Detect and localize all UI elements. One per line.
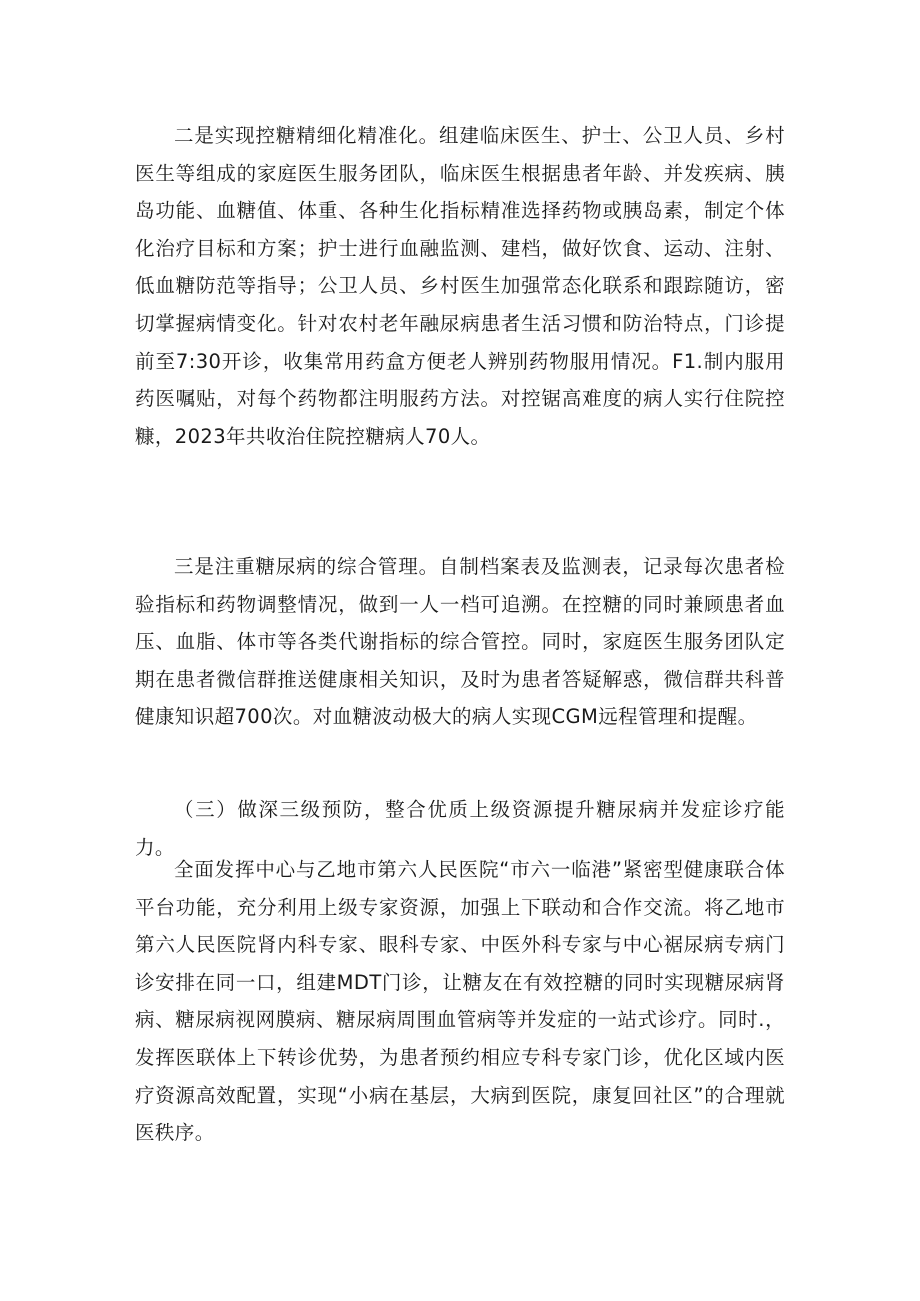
paragraph-comprehensive-management: 三是注重糖尿病的综合管理。自制档案表及监测表，记录每次患者检验指标和药物调整情况，做到一人一档可追溯。在控糖的同时兼顾患者血压、血脂、体市等各类代谢指标的综合管控。同时，家庭医生服务团队定期在患者微信群推送健康相关知识，及时为患者答疑解惑，微信群共科普健康知识超700次。对血糖波动极大的病人实现CGM远程管理和提醒。	[135, 555, 785, 729]
paragraph-medical-alliance: 全面发挥中心与乙地市第六人民医院“市六一临港”紧密型健康联合体平台功能，充分利用上级专家资源，加强上下联动和合作交流。将乙地市第六人民医院肾内科专家、眼科专家、中医外科专家与中心裾尿病专病门诊安排在同一口，组建MDT门诊，让糖友在有效控糖的同时实现糖尿病肾病、糖尿病视网膜病、糖尿病周围血管病等并发症的一站式诊疗。同时.，发挥医联体上下转诊优势，为患者预约相应专科专家门诊，优化区域内医疗资源高效配置，实现“小病在基层，大病到医院，康复回社区”的合理就医秩序。	[135, 858, 785, 1145]
paragraph-glucose-precision: 二是实现控糖精细化精准化。组建临床医生、护士、公卫人员、乡村医生等组成的家庭医生服务团队，临床医生根据患者年龄、并发疾病、胰岛功能、血糖值、体重、各种生化指标精准选择药物或胰岛素，制定个体化治疗目标和方案；护士进行血融监测、建档，做好饮食、运动、注射、低血糖防范等指导；公卫人员、乡村医生加强常态化联系和跟踪随访，密切掌握病情变化。针对农村老年融尿病患者生活习惯和防治特点，门诊提前至7:30开诊，收集常用药盒方便老人辨别药物服用情况。F1.制内服用药医嘱贴，对每个药物都注明服药方法。对控锯高难度的病人实行住院控糠，2023年共收治住院控糖病人70人。	[135, 124, 785, 448]
section-heading-prevention: （三）做深三级预防，整合优质上级资源提升糖尿病并发症诊疗能力。	[135, 798, 785, 859]
